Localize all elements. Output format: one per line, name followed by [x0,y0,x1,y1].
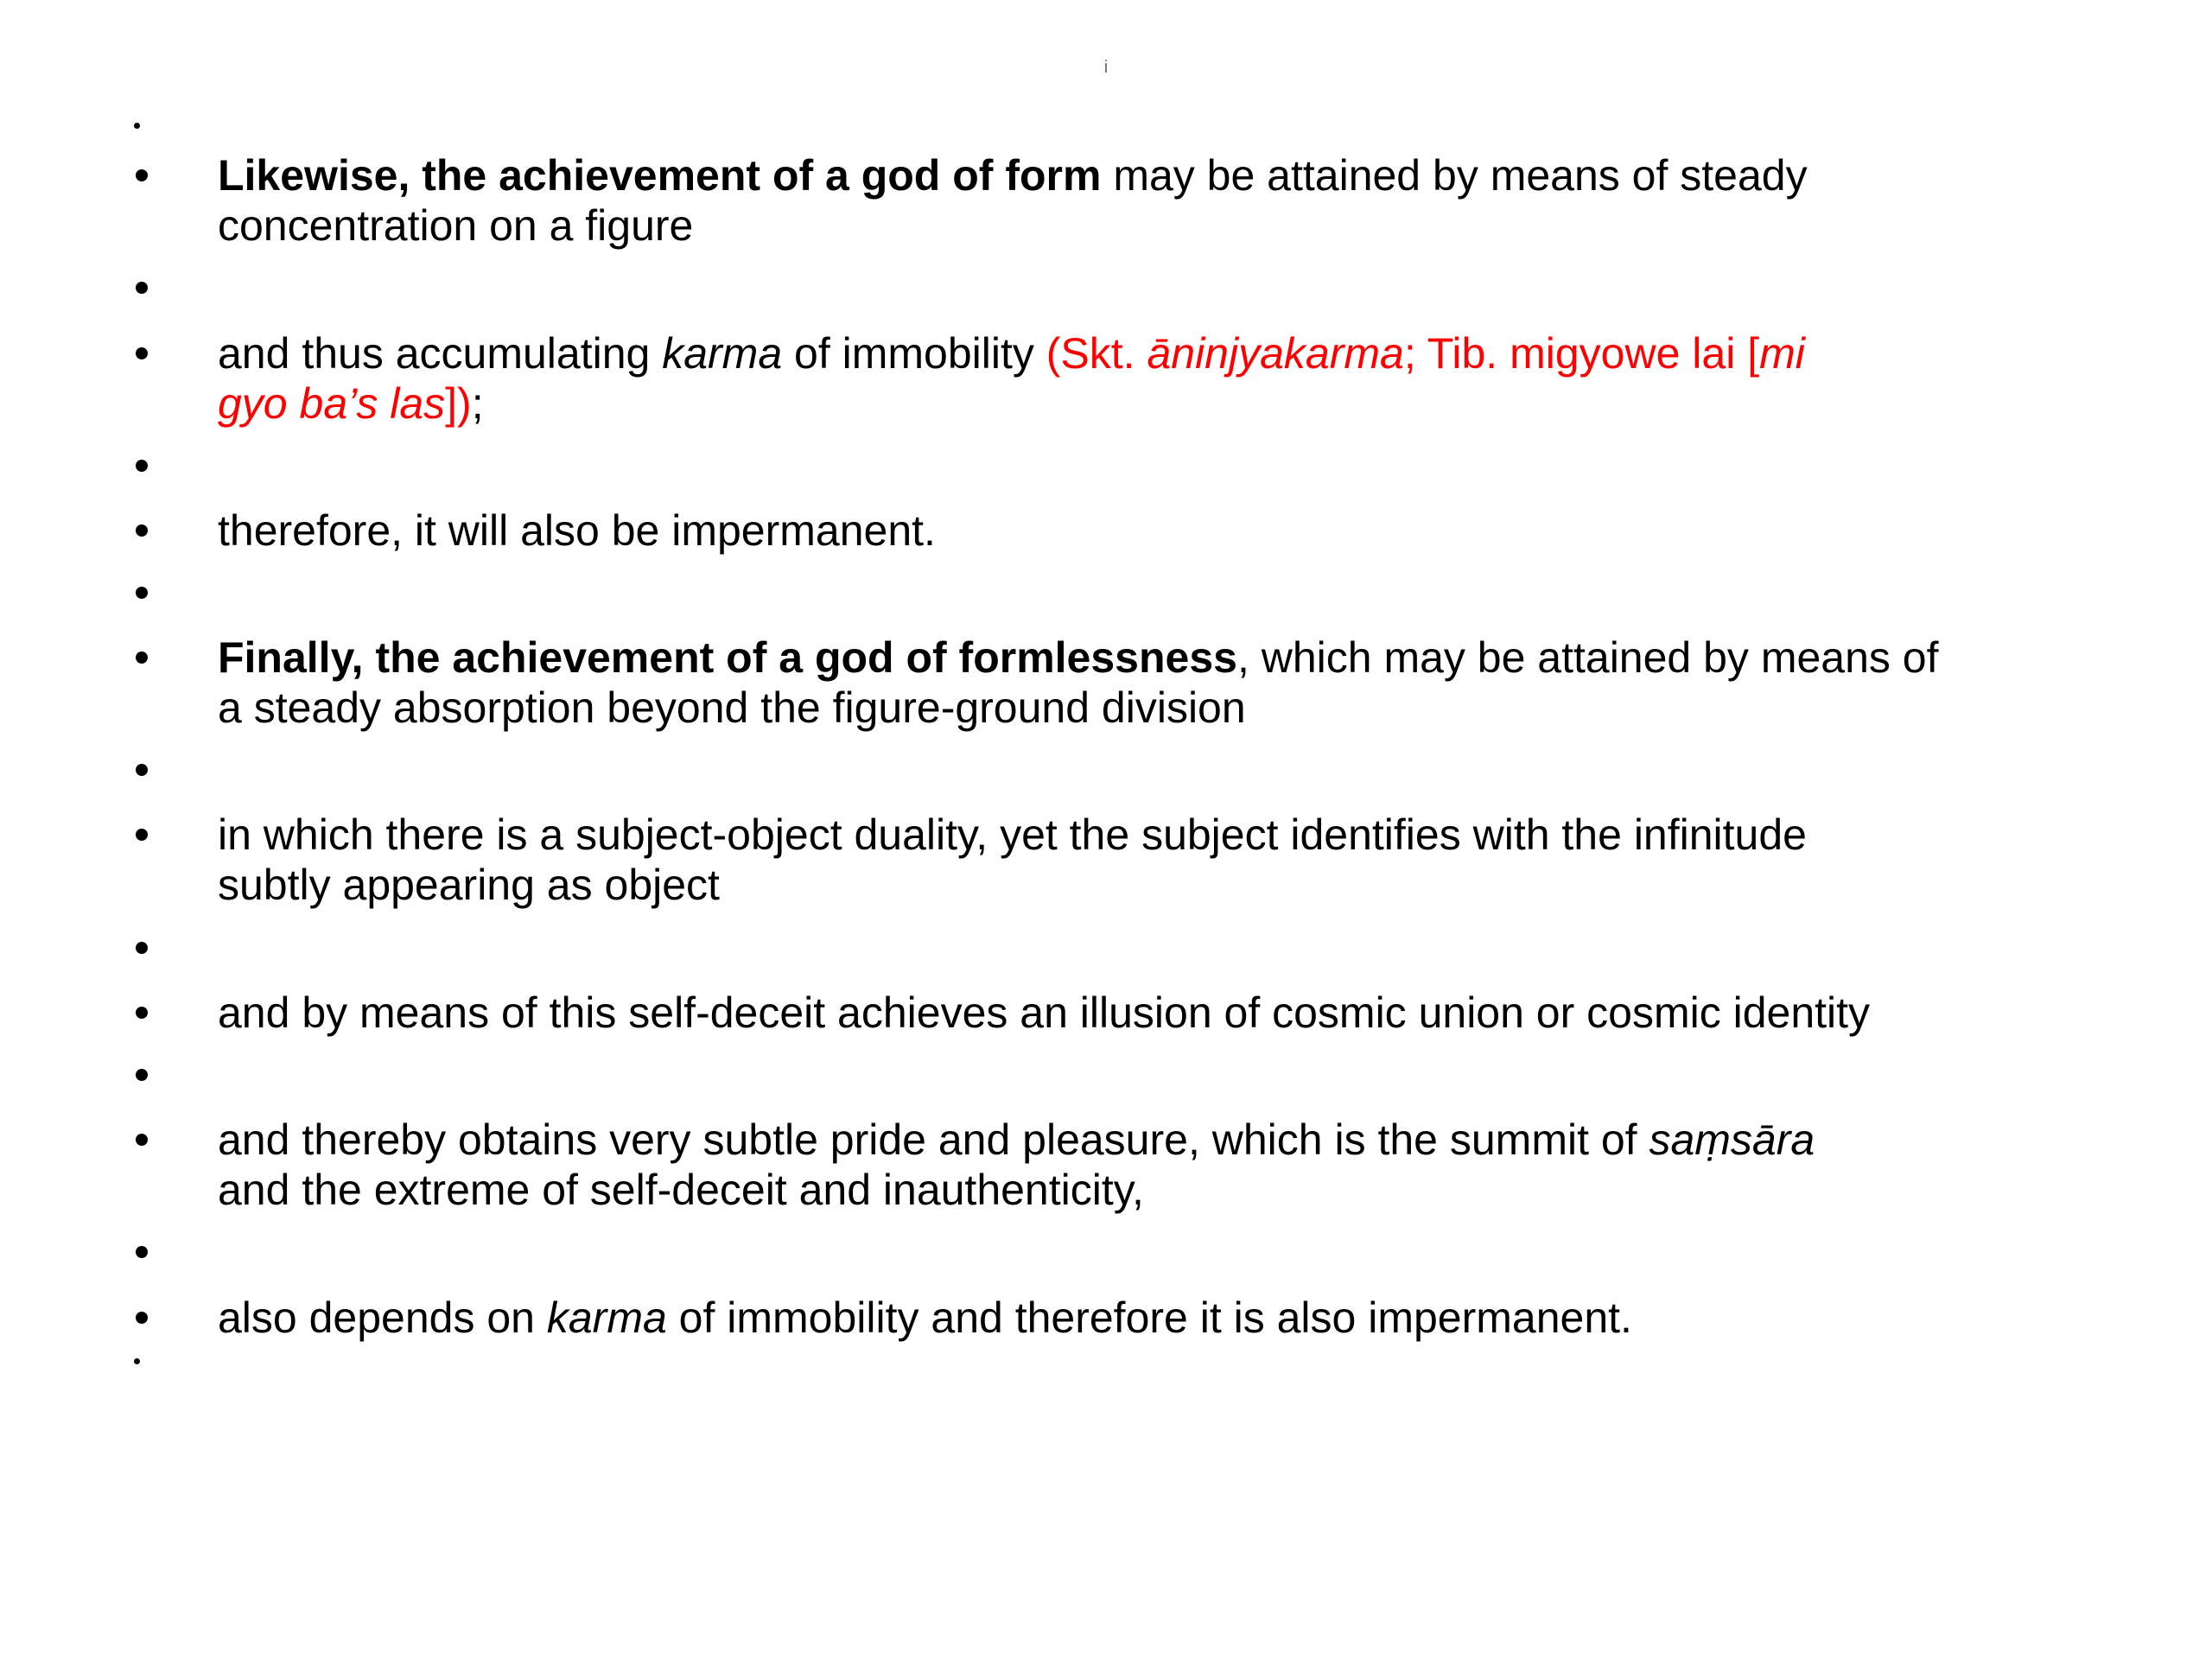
small-bullet-bottom [134,1358,140,1364]
text-line [218,378,2101,429]
empty-bullet-icon [136,460,148,472]
bullet-icon [136,1007,148,1019]
italic-term: saṃsāra [1649,1116,1815,1164]
text-span: ; [471,379,484,428]
text-line [218,150,2101,200]
text-line [218,328,2101,378]
bullet-icon [136,652,148,664]
empty-bullet-icon [136,587,148,599]
empty-bullet-icon [136,942,148,954]
list-item-god-of-formlessness [218,632,2101,733]
bullet-icon [136,524,148,537]
list-item-karma-of-immobility [218,328,2101,429]
text-span: may be attained by means of steady [1101,151,1808,200]
italic-term: karma [546,1294,667,1342]
bold-lead: Finally, the achievement of a god of formlessness [218,633,1237,682]
red-annotation: (Skt. [1046,329,1147,378]
red-italic-term: āninjyakarma [1147,329,1404,378]
red-annotation: ; Tib. migyowe lai [ [1403,329,1760,378]
text-span: and thereby obtains very subtle pride and pleasure, which is the summit of [218,1116,1649,1164]
list-item-impermanent [218,505,2101,556]
small-bullet-top [134,123,140,129]
bold-lead: Likewise, the achievement of a god of form [218,151,1102,200]
empty-bullet-icon [136,1069,148,1081]
text-line: therefore, it will also be impermanent. [218,506,936,555]
empty-bullet-icon [136,282,148,294]
italic-term: karma [662,329,783,378]
bullet-icon [136,347,148,359]
list-item-depends-on-karma [218,1293,2101,1343]
bullet-icon [136,1312,148,1324]
list-item-self-deceit [218,988,2101,1038]
text-span: of immobility and therefore it is also impermanent. [666,1294,1632,1342]
red-italic-term: mi [1759,329,1805,378]
text-span: and thus accumulating [218,329,663,378]
bullet-icon [136,1134,148,1146]
text-line: subtly appearing as object [218,861,720,909]
text-line: and by means of this self-deceit achieves an illusion of cosmic union or cosmic identity [218,988,1871,1037]
text-span: also depends on [218,1294,547,1342]
list-item-god-of-form [218,150,2101,251]
list-item-subject-object-duality [218,810,2101,910]
text-line: a steady absorption beyond the figure-ground division [218,683,1246,732]
bullet-icon [136,829,148,841]
empty-bullet-icon [136,764,148,776]
text-span: , which may be attained by means of [1236,633,1939,682]
empty-bullet-icon [136,1246,148,1258]
bullet-icon [136,169,148,181]
text-line [218,632,2101,683]
text-line: concentration on a figure [218,201,694,250]
text-line: in which there is a subject-object duality, yet the subject identifies with the infinitude [218,810,1807,859]
page-marker: i [1103,58,1109,77]
red-annotation: ]) [445,379,472,428]
list-item-summit-of-samsara [218,1115,2101,1215]
text-line [218,1293,2101,1343]
text-line [218,1115,2101,1165]
red-italic-term: gyo ba’s las [218,379,446,428]
text-line: and the extreme of self-deceit and inauthenticity, [218,1166,1144,1214]
text-span: of immobility [782,329,1046,378]
